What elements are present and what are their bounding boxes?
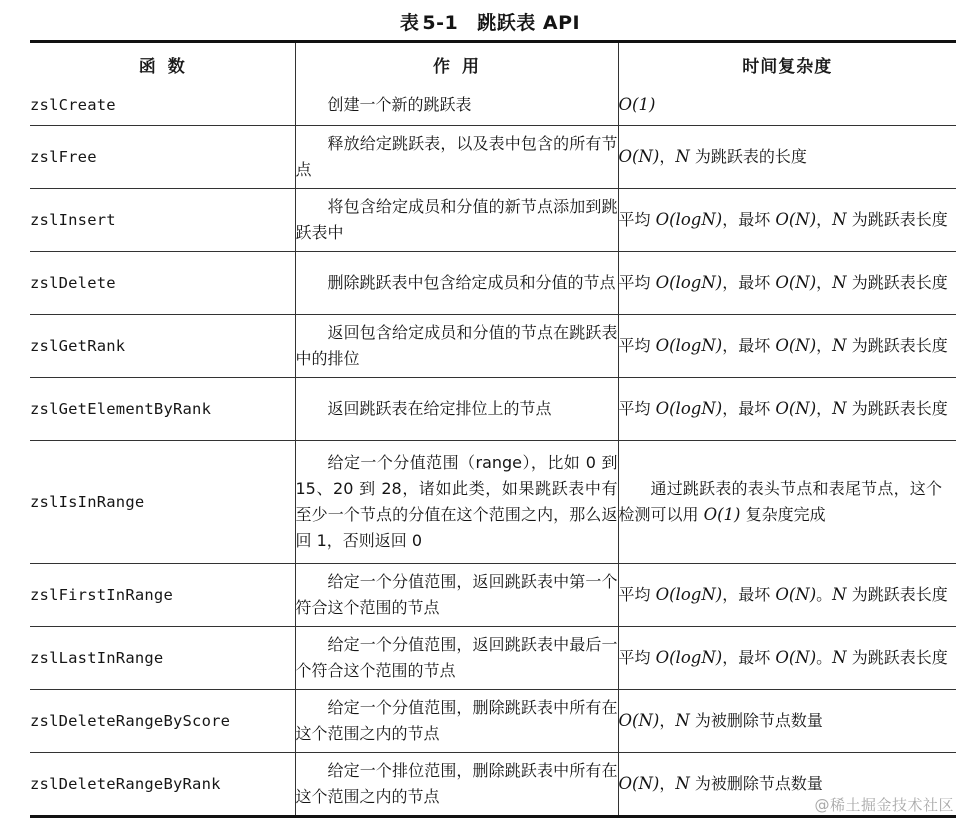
table-row [30, 564, 956, 627]
table-row [30, 189, 956, 252]
cell-complexity: 平均 O(logN)，最坏 O(N)。N 为跳跃表长度 [618, 627, 956, 690]
table-header-row [30, 42, 956, 86]
column-header-function [30, 42, 295, 86]
cell-complexity: O(N)，N 为跳跃表的长度 [618, 126, 956, 189]
table-row [30, 441, 956, 564]
column-header-use [295, 42, 618, 86]
table-row [30, 753, 956, 817]
cell-function: zslGetElementByRank [30, 378, 295, 441]
table-body [30, 85, 956, 817]
caption-title: 跳跃表 API [477, 12, 581, 34]
header-text-function: 函 数 [138, 56, 186, 77]
cell-complexity: 平均 O(logN)，最坏 O(N)，N 为跳跃表长度 [618, 189, 956, 252]
cell-use: 创建一个新的跳跃表 [295, 85, 618, 126]
cell-function: zslCreate [30, 85, 295, 126]
cell-complexity: O(1) [618, 85, 956, 126]
cell-complexity: O(N)，N 为被删除节点数量 [618, 753, 956, 817]
cell-use: 给定一个排位范围，删除跳跃表中所有在这个范围之内的节点 [295, 753, 618, 817]
header-text-use: 作 用 [433, 56, 480, 77]
cell-function: zslDeleteRangeByRank [30, 775, 221, 793]
header-text-complexity: 时间复杂度 [742, 56, 833, 77]
table-row [30, 85, 956, 126]
table-row [30, 315, 956, 378]
cell-use: 返回跳跃表在给定排位上的节点 [295, 378, 618, 441]
caption-prefix: 表 [399, 12, 420, 34]
table-caption [0, 8, 980, 35]
skiplist-api-table [30, 40, 956, 818]
cell-complexity: 平均 O(logN)，最坏 O(N)，N 为跳跃表长度 [618, 252, 956, 315]
cell-complexity: 平均 O(logN)，最坏 O(N)，N 为跳跃表长度 [618, 315, 956, 378]
cell-function: zslLastInRange [30, 627, 295, 690]
cell-use: 给定一个分值范围，返回跳跃表中第一个符合这个范围的节点 [295, 564, 618, 627]
table-row [30, 252, 956, 315]
table-row [30, 690, 956, 753]
cell-function: zslFree [30, 126, 295, 189]
cell-use: 释放给定跳跃表，以及表中包含的所有节点 [295, 126, 618, 189]
cell-complexity: 平均 O(logN)，最坏 O(N)，N 为跳跃表长度 [618, 378, 956, 441]
table-header [30, 42, 956, 86]
cell-complexity: O(N)，N 为被删除节点数量 [618, 690, 956, 753]
cell-function: zslDeleteRangeByScore [30, 690, 295, 753]
watermark: @稀土掘金技术社区 [814, 796, 954, 814]
cell-use: 将包含给定成员和分值的新节点添加到跳跃表中 [295, 189, 618, 252]
column-header-complexity [618, 42, 956, 86]
cell-use: 给定一个分值范围，返回跳跃表中最后一个符合这个范围的节点 [295, 627, 618, 690]
caption-number: 5-1 [422, 12, 459, 34]
api-table-container [30, 40, 956, 818]
cell-complexity: 平均 O(logN)，最坏 O(N)。N 为跳跃表长度 [618, 564, 956, 627]
cell-function: zslInsert [30, 189, 295, 252]
table-row [30, 627, 956, 690]
cell-function: zslGetRank [30, 315, 295, 378]
cell-use: 返回包含给定成员和分值的节点在跳跃表中的排位 [295, 315, 618, 378]
cell-use: 给定一个分值范围（range），比如 0 到 15、20 到 28，诸如此类，如果跳跃表中有至少一个节点的分值在这个范围之内，那么返回 1，否则返回 0 [295, 441, 618, 564]
cell-function: zslDelete [30, 252, 295, 315]
table-row [30, 378, 956, 441]
cell-complexity: 通过跳跃表的表头节点和表尾节点，这个检测可以用 O(1) 复杂度完成 [618, 441, 956, 564]
cell-use: 删除跳跃表中包含给定成员和分值的节点 [295, 252, 618, 315]
cell-function: zslIsInRange [30, 441, 295, 564]
cell-function: zslFirstInRange [30, 564, 295, 627]
cell-use: 给定一个分值范围，删除跳跃表中所有在这个范围之内的节点 [295, 690, 618, 753]
table-row [30, 126, 956, 189]
